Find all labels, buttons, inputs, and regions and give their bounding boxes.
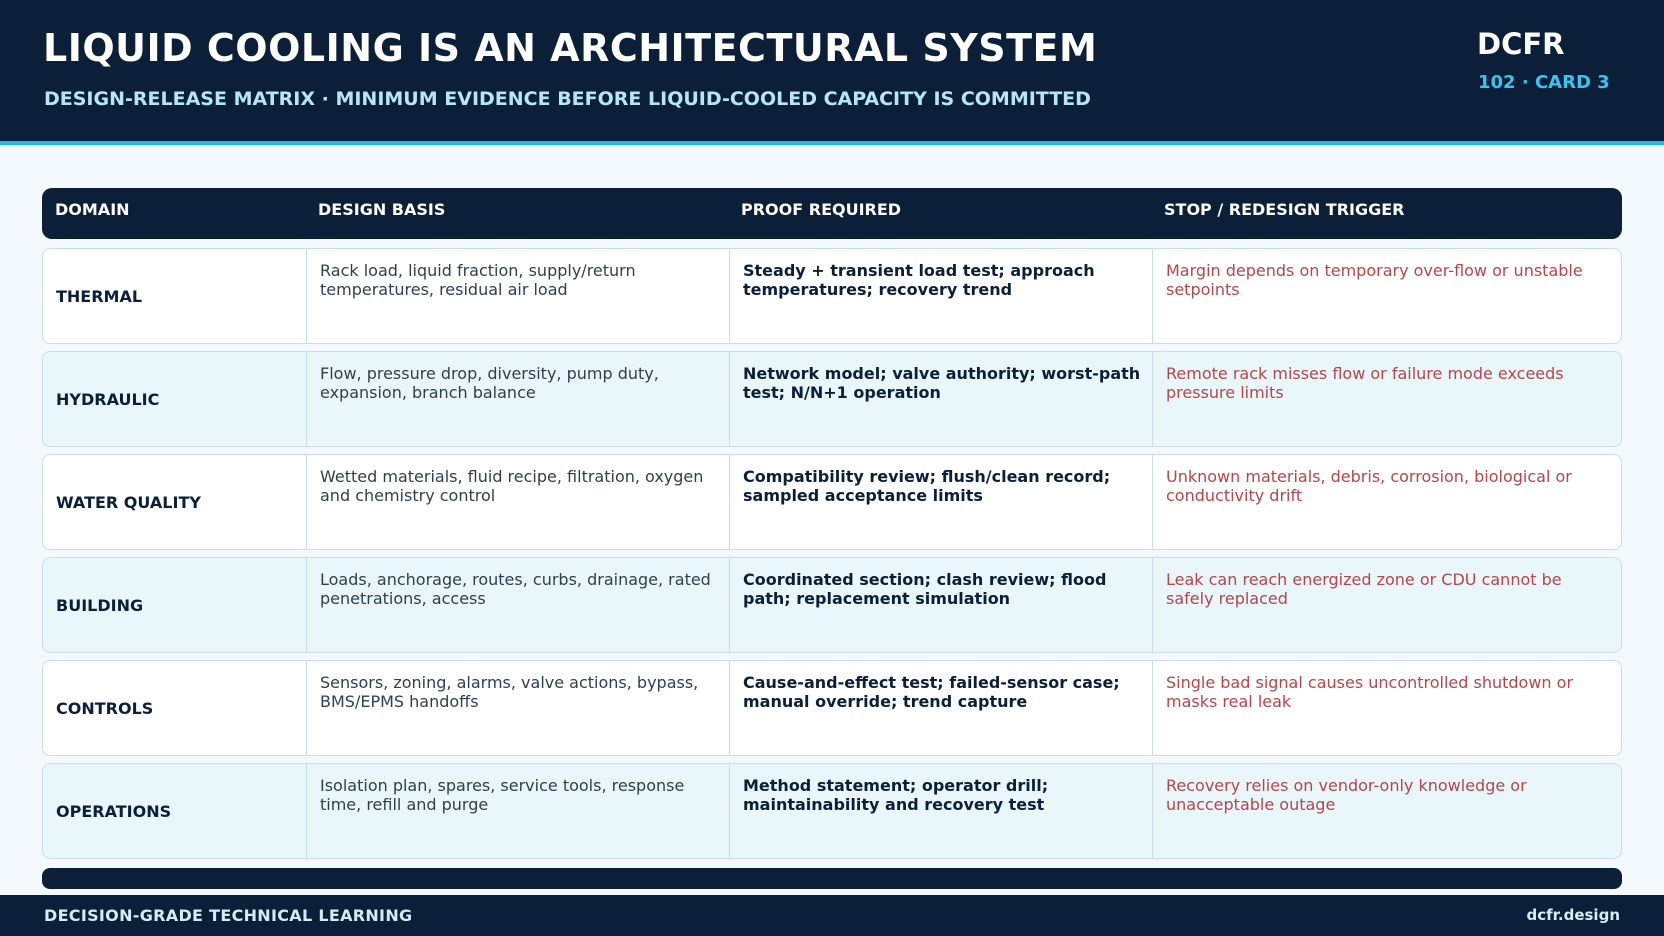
design-basis-text: Wetted materials, fluid recipe, filtration, oxygen and chemistry control: [320, 467, 704, 505]
stop-trigger-text: Margin depends on temporary over-flow or unstable setpoints: [1166, 261, 1583, 299]
table-footer-bar: [42, 868, 1622, 889]
design-basis-cell: [306, 352, 729, 446]
proof-required-cell: [729, 661, 1152, 755]
footer-tagline: DECISION-GRADE TECHNICAL LEARNING: [44, 906, 413, 925]
stop-trigger-cell: [1152, 352, 1621, 446]
design-basis-text: Loads, anchorage, routes, curbs, drainage, rated penetrations, access: [320, 570, 711, 608]
design-basis-text: Flow, pressure drop, diversity, pump duty, expansion, branch balance: [320, 364, 659, 402]
page-title: LIQUID COOLING IS AN ARCHITECTURAL SYSTEM: [43, 26, 1098, 70]
stop-trigger-text: Unknown materials, debris, corrosion, biological or conductivity drift: [1166, 467, 1572, 505]
design-basis-cell: [306, 661, 729, 755]
domain-label: HYDRAULIC: [56, 389, 160, 409]
domain-label: OPERATIONS: [56, 801, 172, 821]
column-header-domain: DOMAIN: [55, 200, 130, 219]
proof-required-text: Coordinated section; clash review; flood path; replacement simulation: [743, 570, 1107, 608]
domain-label: THERMAL: [56, 286, 143, 306]
design-basis-text: Isolation plan, spares, service tools, response time, refill and purge: [320, 776, 685, 814]
stop-trigger-text: Remote rack misses flow or failure mode exceeds pressure limits: [1166, 364, 1564, 402]
table-row: [42, 557, 1622, 653]
table-row: [42, 660, 1622, 756]
column-header-proof-required: PROOF REQUIRED: [741, 200, 902, 219]
proof-required-cell: [729, 249, 1152, 343]
header-banner: [0, 0, 1664, 145]
design-basis-cell: [306, 249, 729, 343]
stop-trigger-cell: [1152, 558, 1621, 652]
domain-cell: [43, 661, 306, 755]
stop-trigger-text: Recovery relies on vendor-only knowledge or unacceptable outage: [1166, 776, 1527, 814]
design-basis-text: Rack load, liquid fraction, supply/return temperatures, residual air load: [320, 261, 636, 299]
brand-logo-text: DCFR: [1477, 27, 1565, 61]
domain-cell: [43, 249, 306, 343]
card-reference: 102 · CARD 3: [1478, 72, 1610, 93]
proof-required-text: Compatibility review; flush/clean record; sampled acceptance limits: [743, 467, 1111, 505]
table-row: [42, 248, 1622, 344]
proof-required-text: Method statement; operator drill; maintainability and recovery test: [743, 776, 1049, 814]
design-basis-cell: [306, 764, 729, 858]
proof-required-cell: [729, 352, 1152, 446]
domain-cell: [43, 558, 306, 652]
column-header-design-basis: DESIGN BASIS: [318, 200, 446, 219]
domain-cell: [43, 455, 306, 549]
domain-label: CONTROLS: [56, 698, 154, 718]
footer-site-link[interactable]: dcfr.design: [1526, 906, 1620, 924]
proof-required-cell: [729, 455, 1152, 549]
proof-required-text: Steady + transient load test; approach temperatures; recovery trend: [743, 261, 1095, 299]
design-basis-cell: [306, 558, 729, 652]
proof-required-cell: [729, 764, 1152, 858]
proof-required-text: Network model; valve authority; worst-path test; N/N+1 operation: [743, 364, 1141, 402]
proof-required-cell: [729, 558, 1152, 652]
table-row: [42, 763, 1622, 859]
proof-required-text: Cause-and-effect test; failed-sensor case; manual override; trend capture: [743, 673, 1120, 711]
table-row: [42, 351, 1622, 447]
design-basis-text: Sensors, zoning, alarms, valve actions, bypass, BMS/EPMS handoffs: [320, 673, 699, 711]
stop-trigger-text: Single bad signal causes uncontrolled shutdown or masks real leak: [1166, 673, 1574, 711]
table-header: [42, 188, 1622, 239]
design-basis-cell: [306, 455, 729, 549]
domain-cell: [43, 352, 306, 446]
stop-trigger-cell: [1152, 455, 1621, 549]
table-row: [42, 454, 1622, 550]
stop-trigger-cell: [1152, 764, 1621, 858]
stop-trigger-text: Leak can reach energized zone or CDU cannot be safely replaced: [1166, 570, 1562, 608]
column-header-stop-trigger: STOP / REDESIGN TRIGGER: [1164, 200, 1405, 219]
domain-cell: [43, 764, 306, 858]
stop-trigger-cell: [1152, 249, 1621, 343]
footer: [0, 895, 1664, 936]
domain-label: WATER QUALITY: [56, 492, 201, 512]
domain-label: BUILDING: [56, 595, 144, 615]
page-subtitle: DESIGN-RELEASE MATRIX · MINIMUM EVIDENCE BEFORE LIQUID-COOLED CAPACITY IS COMMITTED: [44, 88, 1091, 110]
stop-trigger-cell: [1152, 661, 1621, 755]
